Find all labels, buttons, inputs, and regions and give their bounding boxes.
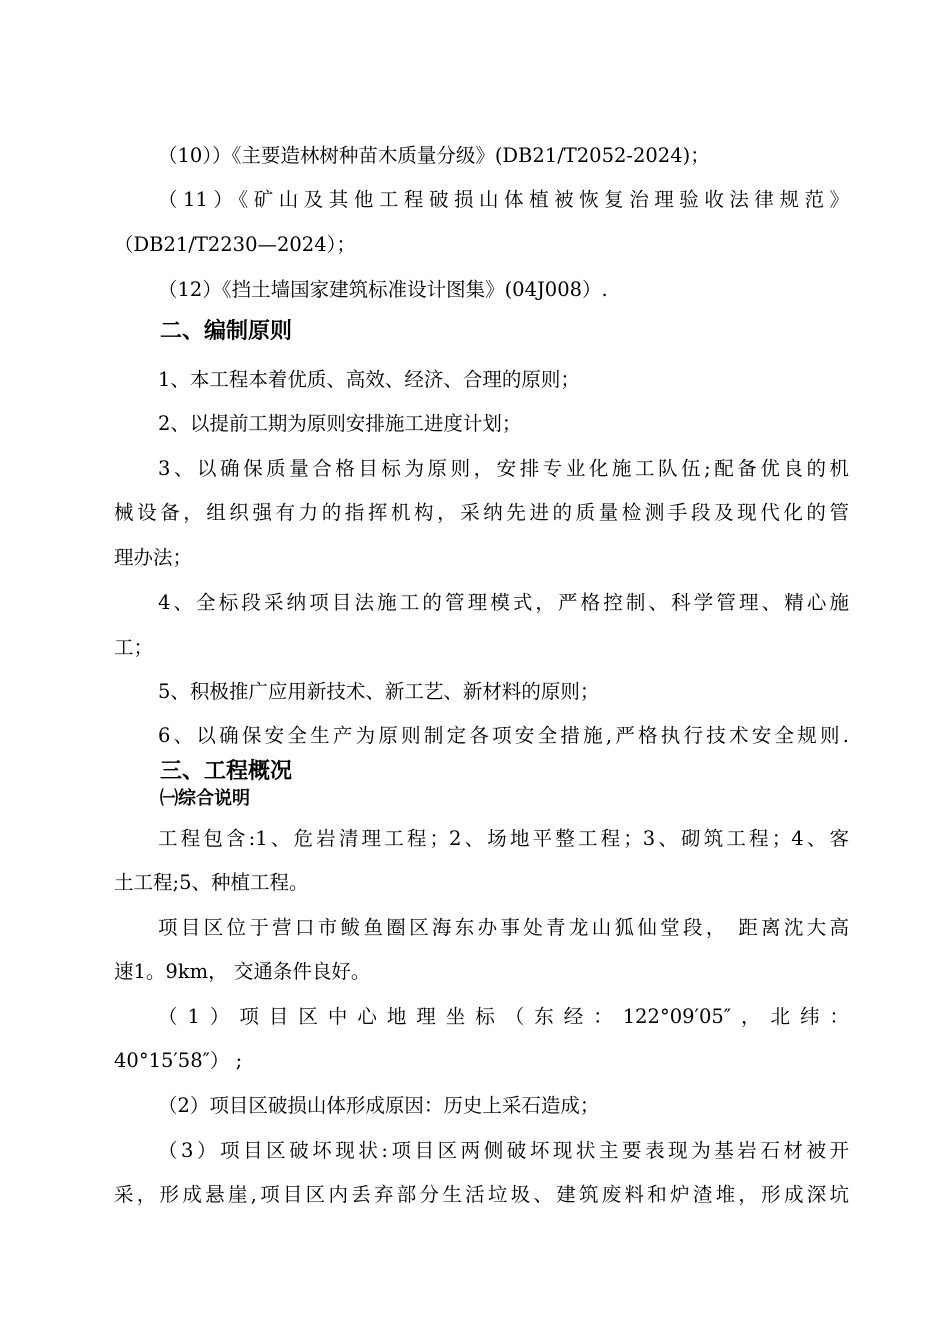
principle-4-line1: 4、全标段采纳项目法施工的管理模式，严格控制、科学管理、精心施 xyxy=(158,591,849,614)
subsection-heading-general: ㈠综合说明 xyxy=(160,788,250,809)
section-heading-overview: 三、工程概况 xyxy=(160,759,293,784)
overview-scope-line1: 工程包含:1、危岩清理工程；2、场地平整工程；3、砌筑工程；4、客 xyxy=(158,827,849,850)
reference-12: （12）《挡土墙国家建筑标准设计图集》(04J008）. xyxy=(158,278,608,301)
reference-11-line1: （11）《矿山及其他工程破损山体植被恢复治理验收法律规范》 xyxy=(158,188,849,211)
principle-1: 1、本工程本着优质、高效、经济、合理的原则； xyxy=(158,368,580,391)
principle-2: 2、以提前工期为原则安排施工进度计划； xyxy=(158,412,522,435)
overview-damage-line2: 采，形成悬崖,项目区内丢弃部分生活垃圾、建筑废料和炉渣堆，形成深坑 xyxy=(114,1183,849,1206)
overview-location-line2: 速1。9km， 交通条件良好。 xyxy=(114,960,371,983)
principle-3-line1: 3、以确保质量合格目标为原则，安排专业化施工队伍;配备优良的机 xyxy=(158,457,849,480)
overview-cause: （2）项目区破损山体形成原因：历史上采石造成； xyxy=(158,1094,600,1117)
overview-scope-line2: 土工程;5、种植工程。 xyxy=(114,871,309,894)
principle-3-line3: 理办法； xyxy=(114,546,193,569)
overview-coordinates-line2: 40°15′58″） ; xyxy=(114,1049,243,1072)
reference-11-line2: （DB21/T2230—2024）； xyxy=(114,233,356,256)
principle-6: 6、以确保安全生产为原则制定各项安全措施,严格执行技术安全规则. xyxy=(158,724,849,747)
overview-coordinates-line1: （1）项目区中心地理坐标（东经：122°09′05″，北纬： xyxy=(158,1005,849,1028)
overview-location-line1: 项目区位于营口市鲅鱼圈区海东办事处青龙山狐仙堂段， 距离沈大高 xyxy=(158,916,849,939)
overview-damage-line1: （3）项目区破坏现状:项目区两侧破坏现状主要表现为基岩石材被开 xyxy=(158,1139,849,1162)
section-heading-principles: 二、编制原则 xyxy=(160,319,293,344)
reference-10: （10））《主要造林树种苗木质量分级》(DB21/T2052-2024)； xyxy=(158,144,710,167)
principle-4-line2: 工； xyxy=(114,636,154,659)
principle-3-line2: 械设备，组织强有力的指挥机构，采纳先进的质量检测手段及现代化的管 xyxy=(114,501,849,524)
principle-5: 5、积极推广应用新技术、新工艺、新材料的原则； xyxy=(158,680,600,703)
